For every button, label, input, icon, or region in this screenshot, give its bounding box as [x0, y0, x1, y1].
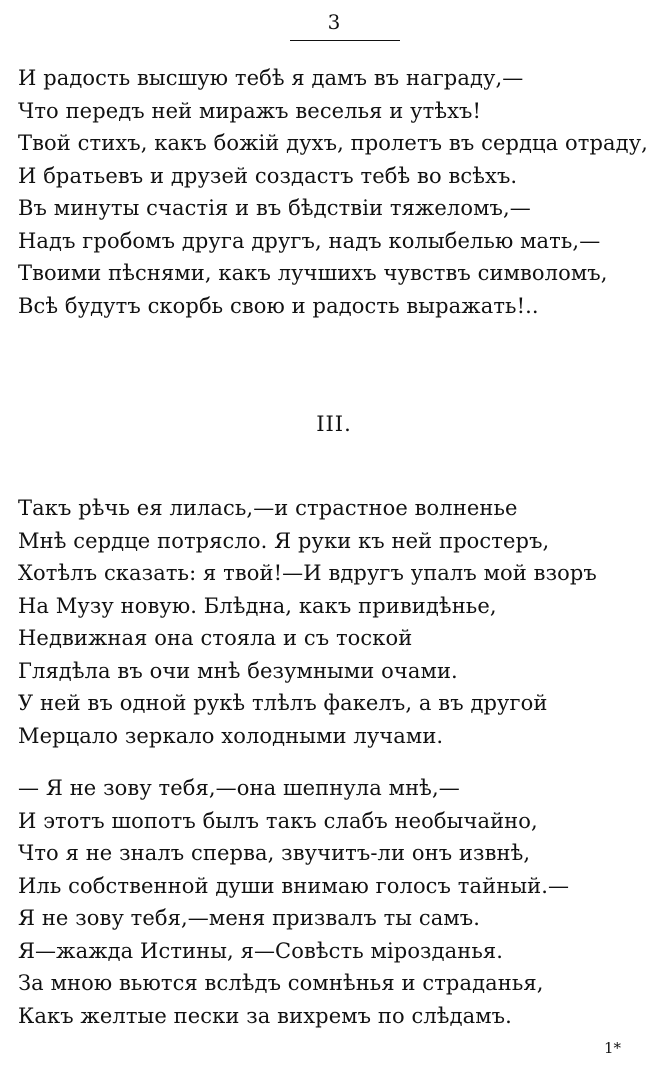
verse-line: Всѣ будутъ скорбь свою и радость выражать!..: [18, 293, 539, 318]
verse-line: И радость высшую тебѣ я дамъ въ награду,—: [18, 66, 524, 90]
page-number: 3: [327, 10, 341, 34]
stanza-2: [18, 492, 658, 752]
verse-line: Твоими пѣснями, какъ лучшихъ чувствъ символомъ,: [18, 261, 608, 285]
verse-line: Что передъ ней миражъ веселья и утѣхъ!: [18, 98, 482, 123]
verse-line: Мерцало зеркало холодными лучами.: [18, 723, 444, 748]
signature-mark: 1*: [604, 1039, 622, 1057]
verse-line: И братьевъ и друзей создастъ тебѣ во всѣхъ.: [18, 163, 518, 188]
verse-line: Мнѣ сердце потрясло. Я руки къ ней простеръ,: [18, 528, 550, 553]
verse-line: На Музу новую. Блѣдна, какъ привидѣнье,: [18, 593, 497, 618]
verse-line: Недвижная она стояла и съ тоской: [18, 626, 413, 650]
verse-line: Я—жажда Истины, я—Совѣсть мірозданья.: [18, 938, 504, 963]
verse-line: И этотъ шопотъ былъ такъ слабъ необычайно,: [18, 808, 538, 833]
section-title: III.: [316, 412, 352, 436]
stanza-1: [18, 62, 658, 322]
verse-line: Твой стихъ, какъ божій духъ, пролетъ въ сердца отраду,: [18, 131, 648, 155]
verse-line: У ней въ одной рукѣ тлѣлъ факелъ, а въ другой: [18, 691, 548, 715]
verse-line: Хотѣлъ сказать: я твой!—И вдругъ упалъ мой взоръ: [18, 561, 597, 585]
verse-line: Какъ желтые пески за вихремъ по слѣдамъ.: [18, 1003, 512, 1028]
verse-line: За мною вьются вслѣдъ сомнѣнья и страданья,: [18, 971, 544, 995]
verse-line: Такъ рѣчь ея лилась,—и страстное волненье: [18, 496, 518, 520]
verse-line: Глядѣла въ очи мнѣ безумными очами.: [18, 658, 458, 683]
header-rule: [290, 40, 400, 41]
verse-line: Иль собственной души внимаю голосъ тайный.—: [18, 873, 570, 898]
verse-line: — Я не зову тебя,—она шепнула мнѣ,—: [18, 776, 460, 800]
stanza-3: [18, 772, 658, 1032]
verse-line: Что я не зналъ сперва, звучитъ-ли онъ извнѣ,: [18, 841, 531, 865]
verse-line: Я не зову тебя,—меня призвалъ ты самъ.: [18, 906, 481, 930]
verse-line: Въ минуты счастія и въ бѣдствіи тяжеломъ,—: [18, 196, 531, 220]
verse-line: Надъ гробомъ друга другъ, надъ колыбелью мать,—: [18, 228, 601, 253]
